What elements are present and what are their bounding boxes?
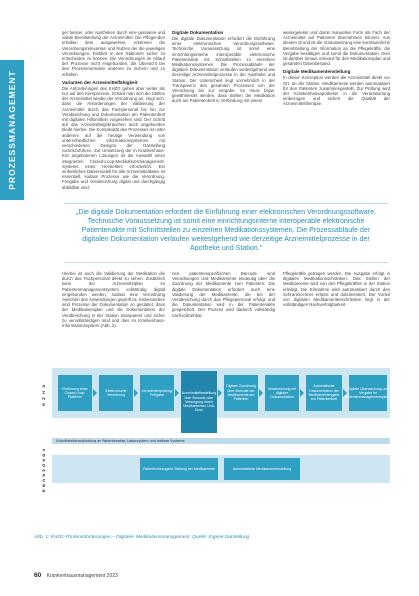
paragraph: Die Anforderungen des KHZG gehen aber weiter als nur auf den Kernprozess. Schaut man sich die Stellen der Arzneimittel wieder der Verordnung an, zeigt sich, dass die Anforderungen der Validierung der Arzneimittel durch das Fachpersonal bis hin zur Verabreichung und Dokumentation am Patientenbett mit digitalen Hilfsmitteln vorgesehen sind. Der Schritt auf das Arzneimittelgebrauchen auch angebunden bleibt hierbei. Die Komplexität des Prozesses ist unter anderem auf die heutige Verwendung von unterschiedlichen Informationssystemen mit verschiedenen Designs der Darstellung zurückzuführen. Zur Umsetzung der in Krankenhaus-KIS angebotenen Lösungen ist die Auswahl eines integrierten Closed-Loop-Medikationsmanagement-Systems eines Herstellers erforderlich. Ein einheitliches Datenmodell für alle Arzneimitteldaten ist essentiell, sodass Prozesse wie die Verordnung, Freigabe und Verabreichung digital und durchgängig abbildbar sind. [62,85,165,190]
page-footer [34,572,118,579]
process-step-box: Patientenbezogene Stellung der Medikamente [140,458,218,480]
row-label-khzg: K H Z G [41,384,46,408]
paragraph: nen patientenspezifischen Barcode sind Verordnungen und Medikamente eindeutig über die Zuordnung der Medikamente zum Patienten. Die digitale Dokumentation erfordert auch eine Validierung der Medikamente, die bei der Verabreichung durch das Pflegepersonal erfolgt, und die Dokumentation wird in der Patientenakte gespeichert. Der Prozess wird dadurch vollständig nachvollziehbar. [172,271,275,318]
arrow-icon [259,389,263,397]
arrow-icon [93,389,97,397]
process-step-box: Verabreichung mit digitaler Dokumentation [265,375,299,411]
process-step-box: Digitale Überwachung und Vergabe im Patientenmanagementsystem [349,375,387,411]
column-2-lower [172,271,275,355]
section-tab-label: PROZESSMANAGEMENT [7,70,17,190]
arrow-icon [175,389,179,397]
row-label-forderung: F O R D E R U N G [41,449,46,493]
paragraph: Hierbei ist auch die Validierung der Medikation die durch das Fachpersonal direkt zu sehen. Zusätzlich kann der Arzneimittelplan im Patientenmanagementsystem vollständig digital eingebunden werden, sodass eine Verordnung zwischen den Anwendungen geprüft ist. Insbesondere sind Prozesse der Dokumentation so gestaltet, dass der Medikationsplan und die Dokumentation der Verabreichung in der Station transparent und sicher zu vervollständigen sind und dies im Krankenhaus-Informationssystem (Abb. 2). [62,271,165,329]
interface-bar: Schnittstellenanbindung an Patientenakte, Laborsystem und weitere Systeme [52,438,390,444]
process-step-box: Arzneimittelbestellung über Barcode oder Versorgung durch Medikamenten-Unit-Dose [181,371,217,433]
column-3-lower [283,271,390,355]
column-1-lower [62,271,165,355]
page-number: 60 [34,572,42,579]
section-heading: Varianten der Arzneimittelfähigkeit [62,79,138,85]
process-step-box: Automatische Dokumentation der Medikamentengabe am Patientenbett [306,375,342,411]
pull-quote [64,203,388,263]
arrow-icon [134,389,138,397]
process-diagram [34,363,390,530]
paragraph: Die digitale Dokumentation erfordert die Einführung einer elektronischen Verordnungssoftware. Technische Voraussetzung ist somit eine einrichtungsinterne interoperable elektronische Patientenakte mit Schnittstellen zu einzelnen Medikationssystemen. Die Prozessabläufe der digitalen Dokumentation verlaufen weitestgehend wie derzeitige Arzneimittelprozesse in der Apotheke und Station. Der Unterschied liegt vornehmlich in der Transparenz des gesamten Prozesses von der Verordnung bis zur Vergabe. So muss bspw. gewährleistet werden, dass Stellen der Medikation auch am Patientenbett in Verbindung mit einem [172,35,275,104]
column-2-top [172,30,275,200]
section-heading: Digitale Dokumentation [172,30,224,35]
section-heading: Digitale Medikamentenstellung [283,69,351,75]
process-step-box: Elektronische Verordnung [99,375,133,411]
column-1-top [62,30,165,200]
journal-name: Krankenhausmanagement 2023 [46,573,118,579]
process-step-box: Digitale Zuordnung über Barcode der Medikamente am Patienten [224,375,258,411]
process-step-box: Arzneimittelprüfung/ Freigabe [140,375,174,411]
column-3-top [283,30,390,200]
process-step-box: Automatisierte Medikamentenstellung [224,458,300,480]
paragraph: In dieser Konzeption werden die Arzneimittel direkt vor Ort, an der Station. Medikamente werden automatisiert für den Patienten zusammengestellt. Zur Prüfung wird der Krankenhausapotheker in die Verantwortung einbezogen und sichert die Qualität der Arzneimitteltherapie. [283,75,390,107]
process-step-box: Einführung einer Closed-Loop-Plattform [58,375,92,411]
lane-bottom [52,455,390,483]
arrow-icon [300,389,304,397]
arrow-icon [218,389,222,397]
paragraph: ger besser, oder Apotheken durch eine genauere und valide Bereitstellung der Arzneimittel. Die Pflegenden erhalten dem ausgewerten, erkennen die Verordnungsrelevanten und Nutzen der die jeweiligen Verordnungen. Einblick in den Stationen sicher zu entscheiden zu können. Die Verordnungen im Ablauf der Prozesse nicht eingebunden, die Übersicht bei den Prozessnormalen anderen zu sichern und zu erhalten. [62,30,165,77]
figure-caption: Abb. 1: KHZG-Förderanforderungen – Digitales Medikationsmanagement, Quelle: Eigene Darstellung [34,535,250,540]
paragraph: Pflegekräfte getragen werden. Die Ausgabe erfolgt in digitalen Medikationsschränken. Das Stellen der Medikamente wird von den Pflegekräften in der Station erledigt. Die Einnahme wird automatisiert durch den Schrankrechner erfasst und dokumentiert. Der Vorteil von digitalen Medikamentenschränken liegt in der vollständigen Nachverfolgbarkeit. [283,271,390,308]
paragraph: weitergeleitet und damit manuellen Form als Fach der Arzneimittel auf Patienten übernehmen können. Aus diesem Grund ist die Voraussetzung eine kontinuierliche Bereitstellung der Information an die Pflegekräfte, die Vergabe bestätigen und somit die Dokumentation. Dies ist darüber hinaus relevant für den Medikationsplan und gesamten Datenbestand. [283,30,390,67]
section-tab [0,60,24,200]
pull-quote-text: „Die digitale Dokumentation erfordert die Einführung einer elektronischen Verordnungssoftware. Technische Voraussetzung ist somit eine einrichtungsinterne interoperable elektronische Patientenakte mit Schnittstellen zu einzelnen Medikationssystemen. Die Prozessabläufe der digitalen Dokumentation verlaufen weitestgehend wie derzeitige Arzneimittelprozesse in der Apotheke und Station.“ [75,208,377,253]
